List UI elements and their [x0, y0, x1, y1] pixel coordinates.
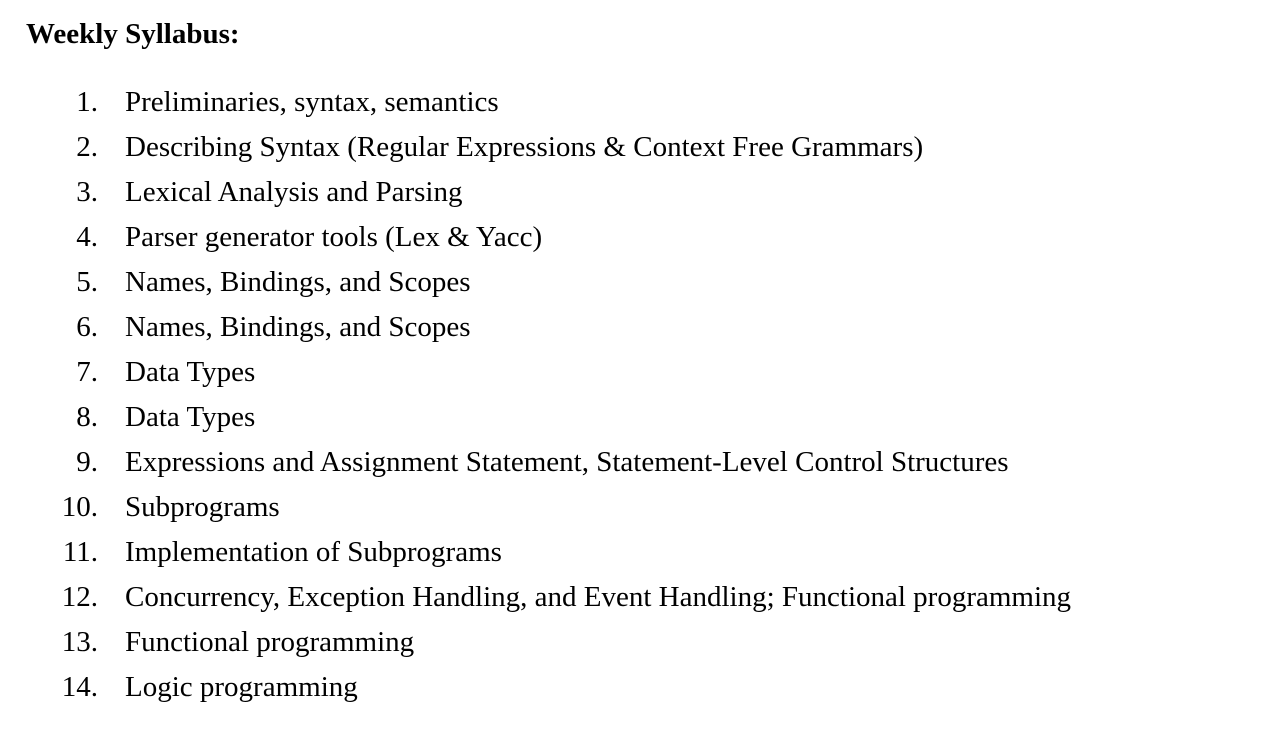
- item-number: 5.: [76, 266, 98, 298]
- item-number: 2.: [76, 131, 98, 163]
- item-number: 14.: [61, 671, 98, 703]
- item-number: 4.: [76, 221, 98, 253]
- item-number: 10.: [61, 491, 98, 523]
- item-number: 11.: [62, 536, 98, 568]
- item-text: Implementation of Subprograms: [125, 536, 502, 568]
- item-text: Lexical Analysis and Parsing: [125, 176, 463, 208]
- syllabus-heading: Weekly Syllabus:: [26, 18, 240, 50]
- item-text: Names, Bindings, and Scopes: [125, 266, 471, 298]
- item-text: Parser generator tools (Lex & Yacc): [125, 221, 543, 253]
- item-text: Describing Syntax (Regular Expressions & Context Free Grammars): [125, 131, 924, 163]
- item-number: 8.: [76, 401, 98, 433]
- item-number: 1.: [76, 86, 98, 118]
- item-number: 9.: [76, 446, 98, 478]
- item-text: Functional programming: [125, 626, 415, 658]
- item-text: Logic programming: [125, 671, 358, 703]
- item-number: 7.: [76, 356, 98, 388]
- item-text: Preliminaries, syntax, semantics: [125, 86, 499, 118]
- item-text: Data Types: [125, 356, 256, 388]
- item-number: 13.: [61, 626, 98, 658]
- item-number: 12.: [61, 581, 98, 613]
- item-text: Subprograms: [125, 491, 280, 523]
- item-text: Data Types: [125, 401, 256, 433]
- item-text: Names, Bindings, and Scopes: [125, 311, 471, 343]
- item-text: Expressions and Assignment Statement, Statement-Level Control Structures: [125, 446, 1009, 478]
- item-number: 6.: [76, 311, 98, 343]
- item-number: 3.: [76, 176, 98, 208]
- item-text: Concurrency, Exception Handling, and Event Handling; Functional programming: [125, 581, 1072, 613]
